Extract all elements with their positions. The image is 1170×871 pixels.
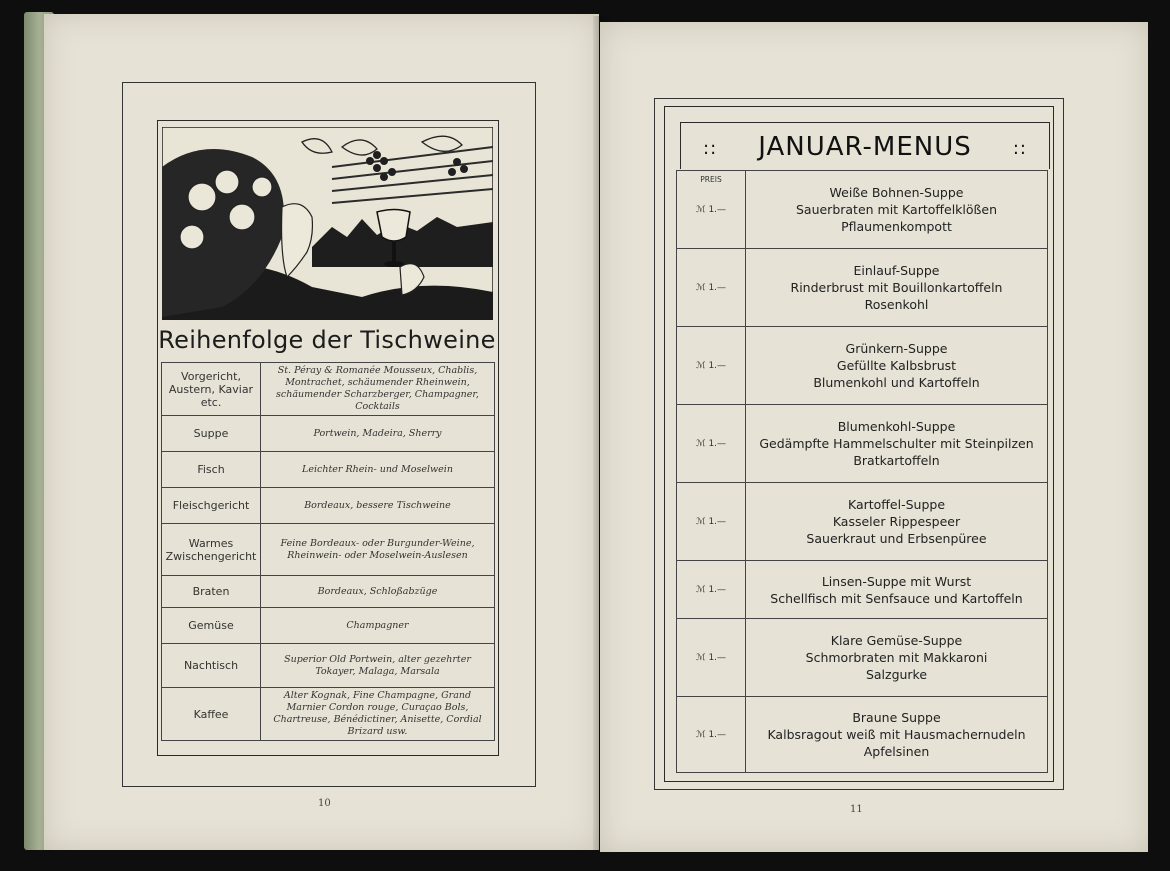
wine-row — [162, 488, 495, 524]
wine-row — [162, 576, 495, 608]
dish-cell — [746, 171, 1048, 249]
wine-row — [162, 644, 495, 688]
price-cell — [677, 327, 746, 405]
wine-cell: Champagner — [261, 608, 495, 644]
wine-cell: Portwein, Madeira, Sherry — [261, 416, 495, 452]
dish-line: Linsen-Suppe mit Wurst — [821, 573, 972, 589]
wine-cell: Alter Kognak, Fine Champagne, Grand Marnier Cordon rouge, Curaçao Bols, Chartreuse, Bénédictiner, Anisette, Cordial Brizard usw. — [261, 688, 495, 741]
course-cell: Warmes Zwischengericht — [162, 524, 261, 576]
course-cell: Kaffee — [162, 688, 261, 741]
dish-line: Schellfisch mit Senfsauce und Kartoffeln — [770, 590, 1023, 606]
price-value: ℳ 1.— — [695, 438, 727, 449]
dish-cell — [746, 697, 1048, 773]
dish-line: Kasseler Rippespeer — [832, 514, 961, 529]
art-nouveau-illustration — [162, 127, 493, 320]
dish-cell — [746, 327, 1048, 405]
dish-line: Gedämpfte Hammelschulter mit Steinpilzen — [759, 436, 1034, 451]
menu-table — [676, 170, 1048, 773]
left-page — [44, 14, 599, 850]
menu-row — [677, 249, 1048, 327]
dish-line: Blumenkohl und Kartoffeln — [813, 375, 980, 390]
dish-line: Sauerkraut und Erbsenpüree — [806, 531, 987, 546]
course-cell: Fisch — [162, 452, 261, 488]
price-header: PREIS — [700, 175, 722, 184]
dish-line: Blumenkohl-Suppe — [837, 419, 956, 434]
dish-cell — [746, 249, 1048, 327]
dish-cell — [746, 619, 1048, 697]
menu-row — [677, 561, 1048, 619]
course-cell: Gemüse — [162, 608, 261, 644]
wine-row — [162, 688, 495, 741]
menu-row — [677, 619, 1048, 697]
wine-cell: Feine Bordeaux- oder Burgunder-Weine, Rheinwein- oder Moselwein-Auslesen — [261, 524, 495, 576]
dish-line: Rinderbrust mit Bouillonkartoffeln — [790, 280, 1003, 295]
page-number-right: 11 — [850, 804, 863, 815]
wine-row — [162, 608, 495, 644]
dish-line: Bratkartoffeln — [853, 453, 940, 468]
ornament-left: :: — [703, 138, 718, 159]
course-cell: Fleischgericht — [162, 488, 261, 524]
dish-line: Weiße Bohnen-Suppe — [829, 185, 964, 200]
price-value: ℳ 1.— — [695, 204, 727, 215]
wine-order-heading: Reihenfolge der Tischweine — [158, 326, 496, 354]
menu-row — [677, 697, 1048, 773]
price-value: ℳ 1.— — [695, 516, 727, 527]
price-value: ℳ 1.— — [695, 282, 727, 293]
price-cell — [677, 483, 746, 561]
menu-row — [677, 327, 1048, 405]
dish-line: Klare Gemüse-Suppe — [830, 633, 963, 648]
price-cell — [677, 405, 746, 483]
wine-cell: St. Péray & Romanée Mousseux, Chablis, Montrachet, schäumender Rheinwein, schäumender Scharzberger, Champagner, Cocktails — [261, 363, 495, 416]
dish-line: Einlauf-Suppe — [853, 263, 940, 278]
price-value: ℳ 1.— — [695, 729, 727, 740]
wine-row — [162, 416, 495, 452]
course-cell: Nachtisch — [162, 644, 261, 688]
price-cell — [677, 249, 746, 327]
menu-row — [677, 405, 1048, 483]
dish-cell — [746, 561, 1048, 619]
menu-title: JANUAR-MENUS — [758, 132, 972, 162]
dish-line: Rosenkohl — [864, 297, 929, 312]
menu-title-box — [680, 122, 1050, 169]
dish-line: Schmorbraten mit Makkaroni — [805, 650, 988, 665]
price-cell — [677, 697, 746, 773]
wine-table — [161, 362, 495, 741]
dish-line: Grünkern-Suppe — [845, 341, 948, 356]
price-cell — [677, 619, 746, 697]
dish-line: Kalbsragout weiß mit Hausmachernudeln — [767, 727, 1026, 742]
dish-line: Salzgurke — [865, 667, 928, 682]
wine-row — [162, 452, 495, 488]
course-cell: Vorgericht, Austern, Kaviar etc. — [162, 363, 261, 416]
dish-line: Pflaumenkompott — [841, 219, 952, 234]
wine-row — [162, 363, 495, 416]
price-value: ℳ 1.— — [695, 652, 727, 663]
course-cell: Suppe — [162, 416, 261, 452]
page-number-left: 10 — [318, 798, 331, 809]
price-value: ℳ 1.— — [695, 360, 727, 371]
wine-cell: Leichter Rhein- und Moselwein — [261, 452, 495, 488]
dish-cell — [746, 483, 1048, 561]
ornament-right: :: — [1012, 138, 1027, 159]
price-cell — [677, 171, 746, 249]
menu-row — [677, 171, 1048, 249]
wine-row — [162, 524, 495, 576]
dish-line: Kartoffel-Suppe — [847, 497, 946, 512]
menu-row — [677, 483, 1048, 561]
wine-cell: Bordeaux, Schloßabzüge — [261, 576, 495, 608]
dish-line: Apfelsinen — [863, 744, 930, 759]
course-cell: Braten — [162, 576, 261, 608]
dish-line: Gefüllte Kalbsbrust — [836, 358, 957, 373]
right-page — [600, 22, 1148, 852]
wine-cell: Superior Old Portwein, alter gezehrter Tokayer, Malaga, Marsala — [261, 644, 495, 688]
price-value: ℳ 1.— — [695, 584, 727, 595]
dish-cell — [746, 405, 1048, 483]
wine-cell: Bordeaux, bessere Tischweine — [261, 488, 495, 524]
dish-line: Sauerbraten mit Kartoffelklößen — [795, 202, 998, 217]
dish-line: Braune Suppe — [852, 710, 941, 725]
price-cell — [677, 561, 746, 619]
